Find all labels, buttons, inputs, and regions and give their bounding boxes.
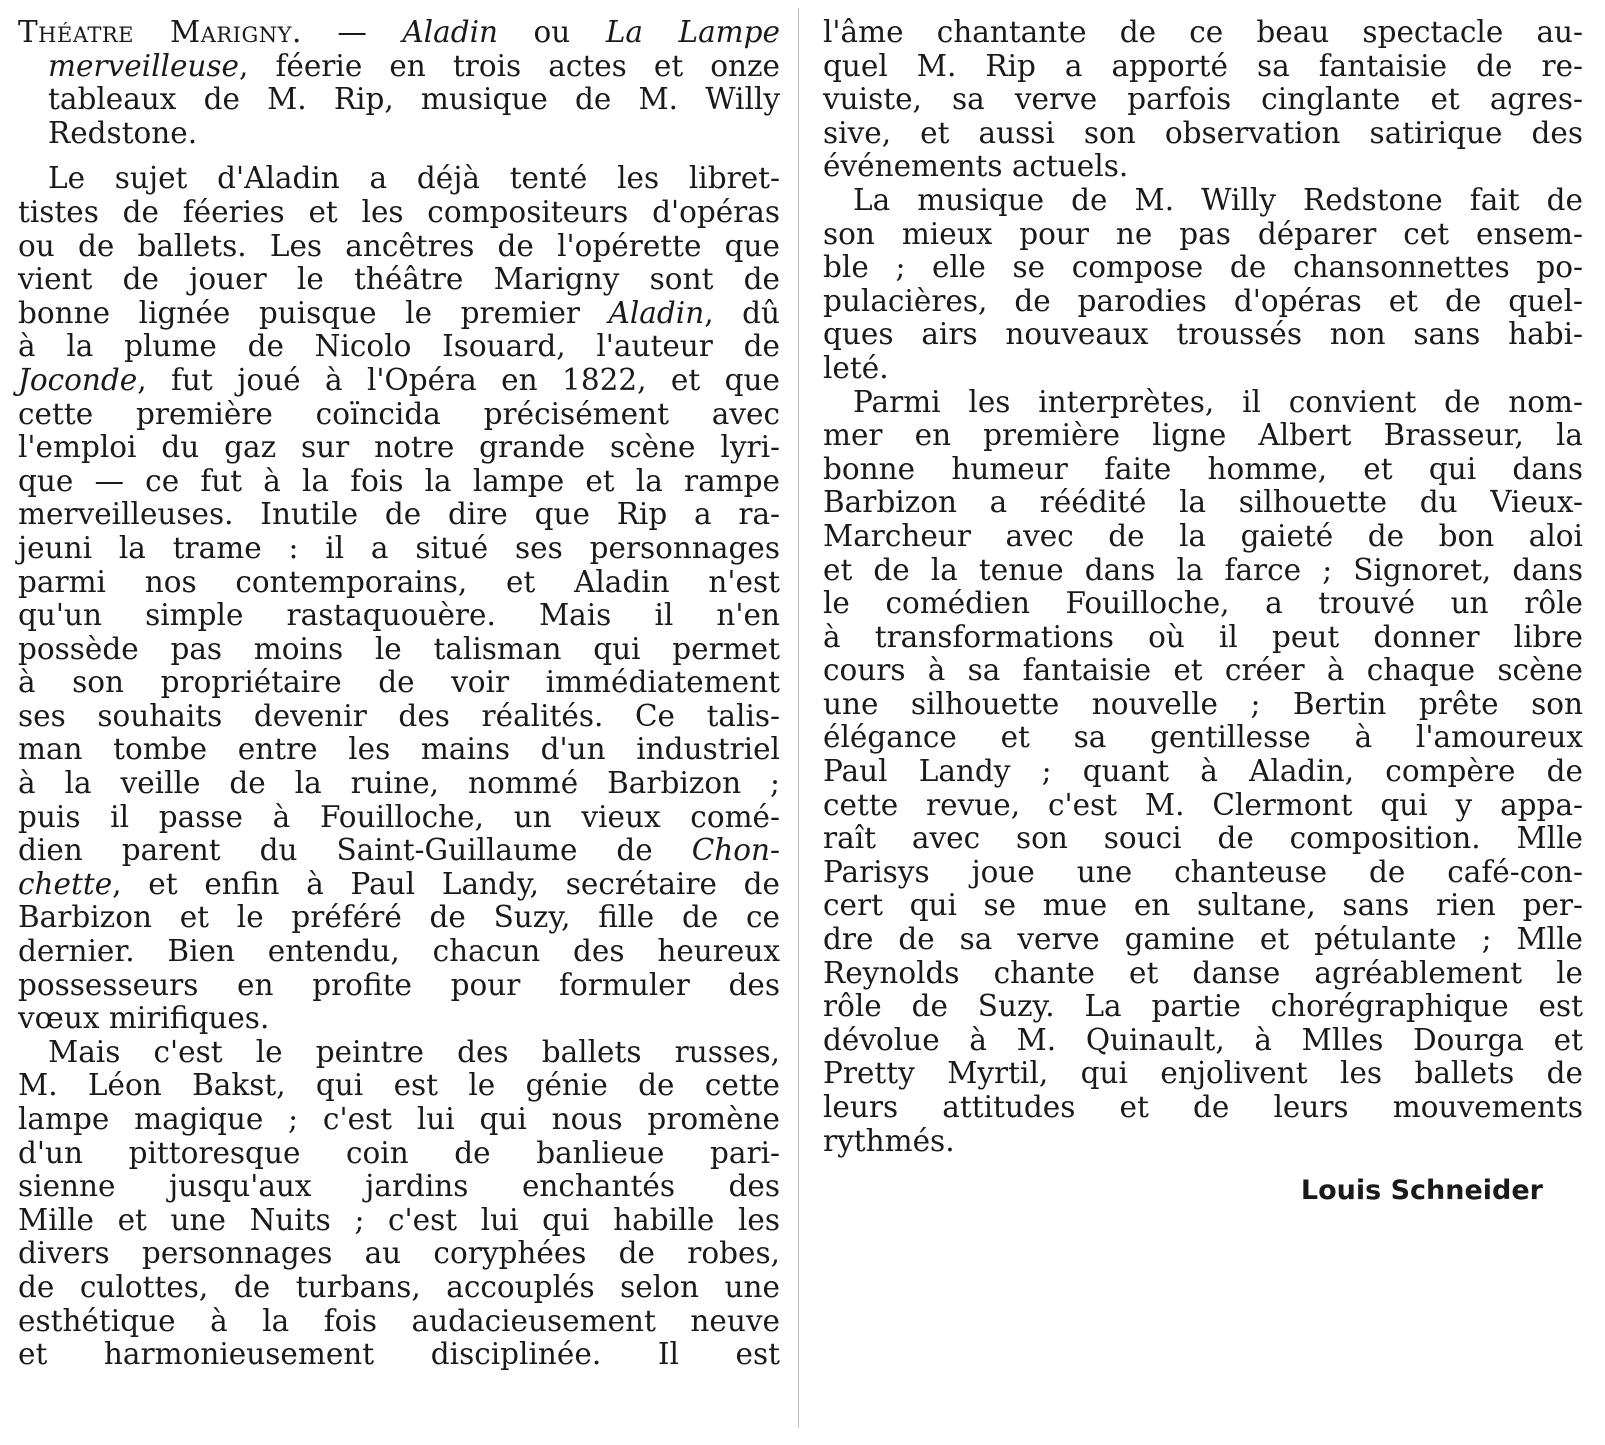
article-heading: Théatre Marigny. — Aladin ou La Lampe <box>18 15 780 49</box>
paragraph-2-start: Mais c'est le peintre des ballets russes, M. Léon Bakst, qui est le génie de cette lampe magique ; c'est lui qui nous promène d'un pittoresque coin de banlieue pari- sienne jusqu'aux jardins enchantés des Mille et une Nuits ; c'est lui qui habille les divers personnages au coryphées de robes, de culottes, de turbans, accouplés selon une esthétique à la fois audacieusement neuve et harmonieusement disciplinée. Il est <box>18 1034 780 1372</box>
article-column-right <box>823 16 1583 1208</box>
play-subtitle: La Lampe <box>605 15 780 49</box>
paragraph-1: Le sujet d'Aladin a déjà tenté les libret- tistes de féeries et les compositeurs d'opéras ou de ballets. Les ancêtres de l'opérette que vient de jouer le théâtre Marigny sont de bonne lignée puisque le premier Aladin, dû à la plume de Nicolo Isouard, l'auteur de Joconde, fut joué à l'Opéra en 1822, et que cette première coïncida précisément avec l'emploi du gaz sur notre grande scène lyri- que — ce fut à la fois la lampe et la rampe merveilleuses. Inutile de dire que Rip a ra- jeuni la trame : il a situé ses personnages parmi nos contemporains, et Aladin n'est qu'un simple rastaquouère. Mais il n'en possède pas moins le talisman qui permet à son propriétaire de voir immédiatement ses souhaits devenir des réalités. Ce talis- man tombe entre les mains d'un industriel à la veille de la ruine, nommé Barbizon ; puis il passe à Fouilloche, un vieux comé- dien parent du Saint-Guillaume de Chon- chette, et enfin à Paul Landy, secrétaire de Barbizon et le préféré de Suzy, fille de ce dernier. Bien entendu, chacun des heureux possesseurs en profite pour formuler des vœux mirifiques. <box>18 161 780 1036</box>
paragraph-3: La musique de M. Willy Redstone fait de son mieux pour ne pas déparer cet ensem- ble ; elle se compose de chansonnettes po- pulacières, de parodies d'opéras et de quel- ques airs nouveaux troussés non sans habi- leté. <box>823 182 1583 385</box>
play-title: Aladin <box>402 15 499 49</box>
column-divider <box>798 8 799 1428</box>
paragraph-2-continued: l'âme chantante de ce beau spectacle au- quel M. Rip a apporté sa fantaisie de re- vuiste, sa verve parfois cinglante et agres- sive, et aussi son observation satirique des événements actuels. <box>823 15 1583 184</box>
author-signature: Louis Schneider <box>1300 1175 1543 1207</box>
paragraph-4: Parmi les interprètes, il convient de nom- mer en première ligne Albert Brasseur, la bonne humeur faite homme, et qui dans Barbizon a réédité la silhouette du Vieux- Marcheur avec de la gaieté de bon aloi et de la tenue dans la farce ; Signoret, dans le comédien Fouilloche, a trouvé un rôle à transformations où il peut donner libre cours à sa fantaisie et créer à chaque scène une silhouette nouvelle ; Bertin prête son élégance et sa gentillesse à l'amoureux Paul Landy ; quant à Aladin, compère de cette revue, c'est M. Clermont qui y appa- raît avec son souci de composition. Mlle Parisys joue une chanteuse de café-con- cert qui se mue en sultane, sans rien per- dre de sa verve gamine et pétulante ; Mlle Reynolds chante et danse agréablement le rôle de Suzy. La partie chorégraphique est dévolue à M. Quinault, à Mlles Dourga et Pretty Myrtil, qui enjolivent les ballets de leurs attitudes et de leurs mouvements rythmés. <box>823 384 1583 1158</box>
theatre-name: Théatre Marigny. <box>18 15 302 49</box>
article-column-left: Théatre Marigny. — Aladin ou La Lampe merveilleuse, féerie en trois actes et onze tableaux de M. Rip, musique de M. Willy Redstone. Le sujet d'Aladin a déjà tenté les libret- tistes de féeries et les compositeurs d'opéras ou de ballets. Les ancêtres de l'opérette que vient de jouer le théâtre Marigny sont de bonne lignée puisque le premier Aladin, dû à la plume de Nicolo Isouard, l'auteur de Joconde, fut joué à l'Opéra en 1822, et que cette première coïncida précisément avec l'emploi du gaz sur notre grande scène lyri- que — ce fut à la fois la lampe et la rampe merveilleuses. Inutile de dire que Rip a ra- jeuni la trame : il a situé ses personnages parmi nos contemporains, et Aladin n'est qu'un simple rastaquouère. Mais il n'en possède pas moins le talisman qui permet à son propriétaire de voir immédiatement ses souhaits devenir des réalités. Ce talis- man tombe entre les mains d'un industriel à la veille de la ruine, nommé Barbizon ; puis il passe à Fouilloche, un vieux comé- dien parent du Saint-Guillaume de Chon- chette, et enfin à Paul Landy, secrétaire de Barbizon et le préféré de Suzy, fille de ce dernier. Bien entendu, chacun des heureux possesseurs en profite pour formuler des vœux mirifiques. Mais c'est le peintre des ballets russes, M. Léon Bakst, qui est le génie de cette lampe magique ; c'est lui qui nous promène d'un pittoresque coin de banlieue pari- sienne jusqu'aux jardins enchantés des Mille et une Nuits ; c'est lui qui habille les divers personnages au coryphées de robes, de culottes, de turbans, accouplés selon une esthétique à la fois audacieusement neuve et harmonieusement disciplinée. Il est <box>18 15 780 1372</box>
